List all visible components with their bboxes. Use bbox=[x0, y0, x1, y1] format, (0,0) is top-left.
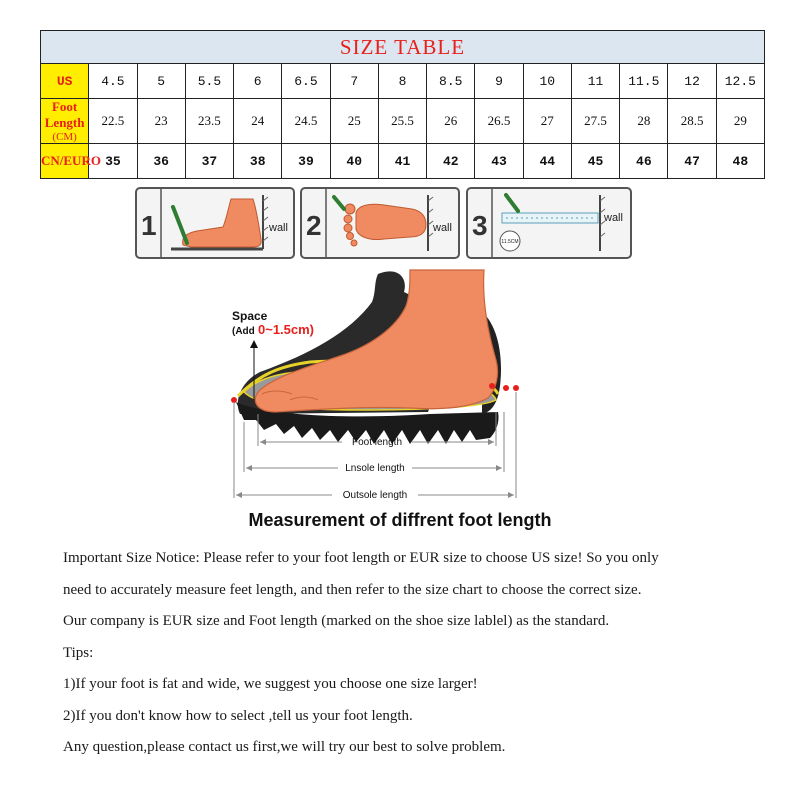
size-cell-foot: 24 bbox=[234, 99, 282, 144]
foot-measurement-diagram bbox=[200, 262, 600, 507]
size-cell-eu: 44 bbox=[523, 144, 571, 179]
wall-label: wall bbox=[604, 212, 623, 224]
size-cell-us: 11 bbox=[571, 64, 619, 99]
tip-item: 2)If you don't know how to select ,tell us your foot length. bbox=[63, 707, 413, 724]
size-cell-eu: 43 bbox=[475, 144, 523, 179]
step-number: 2 bbox=[306, 210, 322, 241]
table-row-us bbox=[41, 64, 765, 99]
table-row-foot-length bbox=[41, 99, 765, 144]
size-cell-foot: 26 bbox=[427, 99, 475, 144]
row-sublabel: (CM) bbox=[52, 131, 77, 143]
size-cell-us: 4.5 bbox=[89, 64, 137, 99]
size-cell-us: 7 bbox=[330, 64, 378, 99]
size-cell-foot: 24.5 bbox=[282, 99, 330, 144]
diagram-caption: Measurement of diffrent foot length bbox=[248, 510, 552, 530]
size-cell-us: 12.5 bbox=[716, 64, 764, 99]
foot-length-label: Foot length bbox=[351, 437, 403, 448]
size-cell-foot: 28 bbox=[620, 99, 668, 144]
size-cell-us: 8 bbox=[378, 64, 426, 99]
size-cell-us: 6.5 bbox=[282, 64, 330, 99]
row-label: Foot Length bbox=[44, 99, 85, 130]
size-cell-foot: 25 bbox=[330, 99, 378, 144]
size-cell-eu: 47 bbox=[668, 144, 716, 179]
size-cell-eu: 37 bbox=[185, 144, 233, 179]
outsole-length-label: Outsole length bbox=[342, 490, 408, 501]
size-cell-eu: 38 bbox=[234, 144, 282, 179]
size-cell-eu: 35 bbox=[89, 144, 137, 179]
step-number: 1 bbox=[141, 210, 157, 241]
size-cell-eu: 40 bbox=[330, 144, 378, 179]
notice-line: Our company is EUR size and Foot length (marked on the shoe size lablel) as the standard. bbox=[63, 613, 610, 629]
size-cell-foot: 23 bbox=[137, 99, 185, 144]
step-number: 3 bbox=[472, 210, 488, 241]
row-header-us bbox=[41, 64, 89, 99]
size-cell-eu: 45 bbox=[571, 144, 619, 179]
tips-heading: Tips: bbox=[63, 644, 94, 661]
space-add-label: (Add bbox=[232, 326, 255, 337]
size-notice bbox=[63, 544, 783, 765]
row-header-cn-euro bbox=[41, 144, 101, 179]
size-cell-eu: 48 bbox=[716, 144, 764, 179]
size-cell-us: 12 bbox=[668, 64, 716, 99]
size-cell-eu: 42 bbox=[427, 144, 475, 179]
size-cell-us: 10 bbox=[523, 64, 571, 99]
wall-label: wall bbox=[269, 222, 288, 234]
size-cell-us: 6 bbox=[234, 64, 282, 99]
size-cell-foot: 26.5 bbox=[475, 99, 523, 144]
size-cell-foot: 27.5 bbox=[571, 99, 619, 144]
size-cell-foot: 27 bbox=[523, 99, 571, 144]
measure-step-1-panel bbox=[135, 187, 295, 259]
tip-item: 1)If your foot is fat and wide, we suggest you choose one size larger! bbox=[63, 676, 478, 692]
size-cell-foot: 22.5 bbox=[89, 99, 137, 144]
size-cell-us: 9 bbox=[475, 64, 523, 99]
size-cell-eu: 46 bbox=[620, 144, 668, 179]
size-cell-us: 11.5 bbox=[620, 64, 668, 99]
insole-length-label: Lnsole length bbox=[345, 463, 405, 474]
size-table bbox=[40, 30, 765, 179]
notice-line: Important Size Notice: Please refer to your foot length or EUR size to choose US size! So you only bbox=[63, 550, 659, 566]
size-cell-us: 5 bbox=[137, 64, 185, 99]
size-cell-foot: 29 bbox=[716, 99, 764, 144]
measure-step-3-panel bbox=[466, 187, 632, 259]
space-label: Space bbox=[232, 309, 268, 323]
size-cell-foot: 25.5 bbox=[378, 99, 426, 144]
size-cell-foot: 23.5 bbox=[185, 99, 233, 144]
row-label: US bbox=[56, 73, 73, 89]
size-cell-us: 8.5 bbox=[427, 64, 475, 99]
size-cell-eu: 41 bbox=[378, 144, 426, 179]
wall-label: wall bbox=[433, 222, 452, 234]
size-cell-us: 5.5 bbox=[185, 64, 233, 99]
row-header-foot-length bbox=[41, 99, 89, 144]
size-cell-eu: 39 bbox=[282, 144, 330, 179]
size-cell-foot: 28.5 bbox=[668, 99, 716, 144]
notice-line: need to accurately measure feet length, and then refer to the size chart to choose the correct size. bbox=[63, 581, 642, 598]
size-cell-eu: 36 bbox=[137, 144, 185, 179]
table-row-cn-euro bbox=[41, 144, 765, 179]
space-range-label: 0~1.5cm) bbox=[258, 322, 315, 337]
ruler-icon bbox=[502, 213, 598, 223]
notice-line: Any question,please contact us first,we will try our best to solve problem. bbox=[63, 739, 506, 755]
measure-step-2-panel bbox=[300, 187, 460, 259]
ruler-length-label: 11.5CM bbox=[501, 239, 519, 245]
size-table-title: SIZE TABLE bbox=[41, 31, 765, 64]
row-label: CN/EURO bbox=[41, 153, 101, 168]
